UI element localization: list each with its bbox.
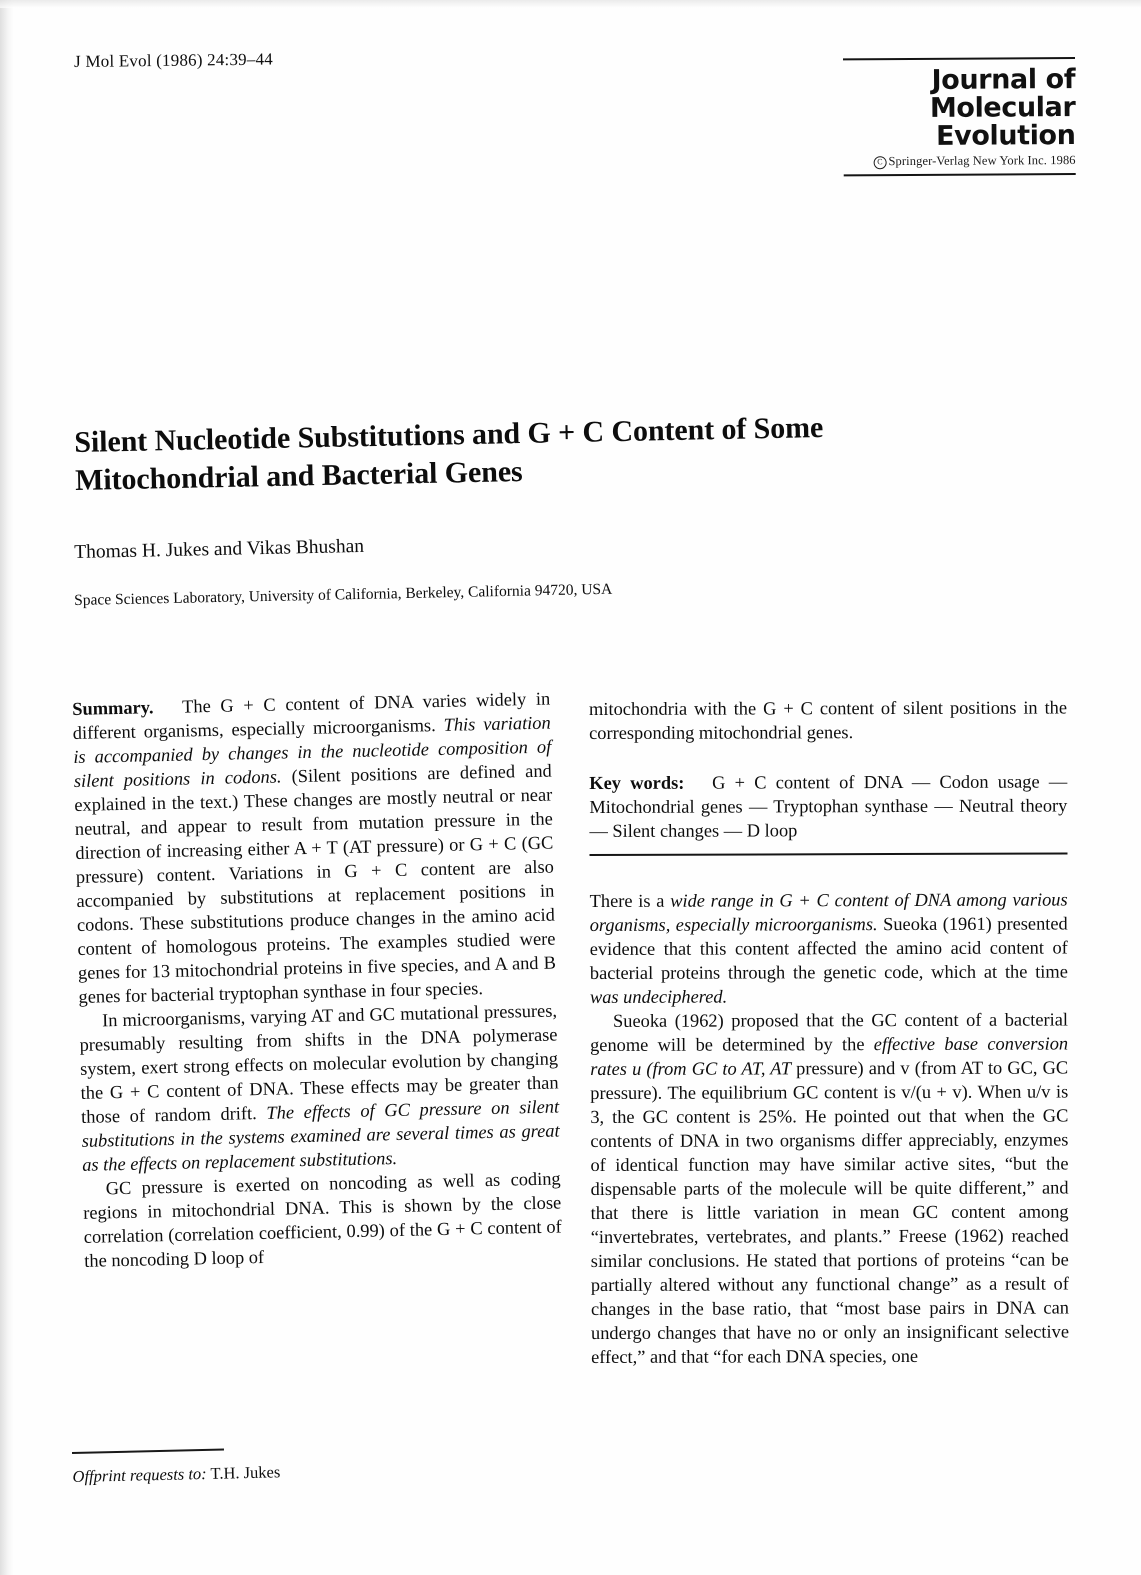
keywords-block [589,770,1067,844]
scan-edge-left [0,0,14,1575]
summary-paragraph-2-text: In microorganisms, varying AT and GC mutational pressures, presumably resulting from shifts in the DNA polymerase system, exert strong effects on molecular evolution by changing the G + C content of DNA. These effects may be greater than those of random drift. [79,1000,559,1128]
copyright-line [844,153,1076,169]
running-head: J Mol Evol (1986) 24:39–44 [74,49,274,71]
summary-text-a: The G + C content of DNA varies widely in different organisms, especially microorganisms. [72,688,551,744]
summary-italic-2: The effects of GC pressure on silent substitutions in the systems examined are several times as great as the effects on replacement substitutions. [81,1096,560,1176]
body-text-b: Sueoka (1961) presented evidence that this content affected the amino acid content of bacterial proteins through the genetic code, which at the time [589,913,1068,984]
article-title: Silent Nucleotide Substitutions and G + C Content of Some Mitochondrial and Bacterial Genes [74,410,824,498]
journal-title-line-1: Journal of [931,63,1076,96]
footnote-divider [72,1449,224,1454]
summary-continuation-text: mitochondria with the G + C content of silent positions in the corresponding mitochondrial genes. [589,697,1068,744]
body-text-a: There is a [589,890,671,912]
summary-paragraph-3-continued [589,695,1067,745]
footnote-label: Offprint requests to: [72,1463,207,1486]
article-authors: Thomas H. Jukes and Vikas Bhushan [74,535,365,563]
journal-masthead [843,57,1076,177]
body-text-d: pressure) and v (from AT to GC, GC pressure). The equilibrium GC content is v/(u + v). When u/v is 3, the GC content is 25%. He pointed out that when the GC contents of DNA in two organisms differ appreciably, enzymes of identical function may have similar active sites, “but the dispensable parts of the molecule will be quite different,” and that there is little variation in mean GC content among “invertebrates, vertebrates, and plants.” Freese (1962) reached similar conclusions. He stated that portions of proteins “can be partially altered without any functional change” as a result of changes in the base ratio, that “most base pairs in DNA can undergo changes that have no or only an insignificant selective effect,” and that “for each DNA species, one [590,1057,1070,1368]
body-paragraph-1 [590,888,1068,1010]
body-italic-a: wide range in G + C content of DNA among various organisms, especially microorganisms. [589,889,1068,936]
summary-label: Summary. [72,697,154,719]
scan-edge-top [0,0,1141,8]
copyright-text: Springer-Verlag New York Inc. 1986 [888,153,1076,169]
column-left [72,687,562,1274]
copyright-icon: C [873,156,886,169]
article-affiliation: Space Sciences Laboratory, University of California, Berkeley, California 94720, USA [74,580,613,609]
masthead-rule-bottom [844,173,1076,176]
footnote-text [72,1459,402,1486]
summary-text-b: (Silent positions are defined and explained in the text.) These changes are mostly neutral or near neutral, and appear to result from mutation pressure in the direction of increasing either A + T (AT pressure) or G + C (GC pressure) content. Variations in G + C content are also accompanied by substitutions at replacement positions in codons. These substitutions produce changes in the amino acid content of homologous proteins. The examples studied were genes for 13 mitochondrial proteins in five species, and A and B genes for bacterial tryptophan synthase in four species. [74,760,557,1008]
masthead-rule-top [843,57,1075,60]
summary-italic-1: This variation is accompanied by changes in the nucleotide composition of silent positions in codons. [73,712,552,792]
body-italic-c: effective base conversion rates u (from GC to AT, AT [590,1033,1069,1080]
column-right [589,695,1069,1369]
footnote-value: T.H. Jukes [210,1461,281,1483]
summary-paragraph-2 [79,999,561,1177]
keywords-label: Key words: [589,772,685,794]
journal-title-line-2: Molecular Evolution [929,92,1076,153]
body-text-c: Sueoka (1962) proposed that the GC content of a bacterial genome will be determined by the [590,1009,1069,1056]
summary-paragraph-3: GC pressure is exerted on noncoding as well as coding regions in mitochondrial DNA. This is shown by the close correlation (correlation coefficient, 0.99) of the G + C content of the noncoding D loop of [83,1168,562,1272]
journal-title [843,63,1076,153]
keywords-divider [589,853,1067,857]
body-paragraph-2 [590,1008,1069,1370]
body-italic-b: was undeciphered. [589,986,728,1008]
keywords-text: G + C content of DNA — Codon usage — Mitochondrial genes — Tryptophan synthase — Neutral theory — Silent changes — D loop [589,771,1068,842]
summary-paragraph-1 [72,687,557,1010]
offprint-footnote [72,1445,403,1487]
